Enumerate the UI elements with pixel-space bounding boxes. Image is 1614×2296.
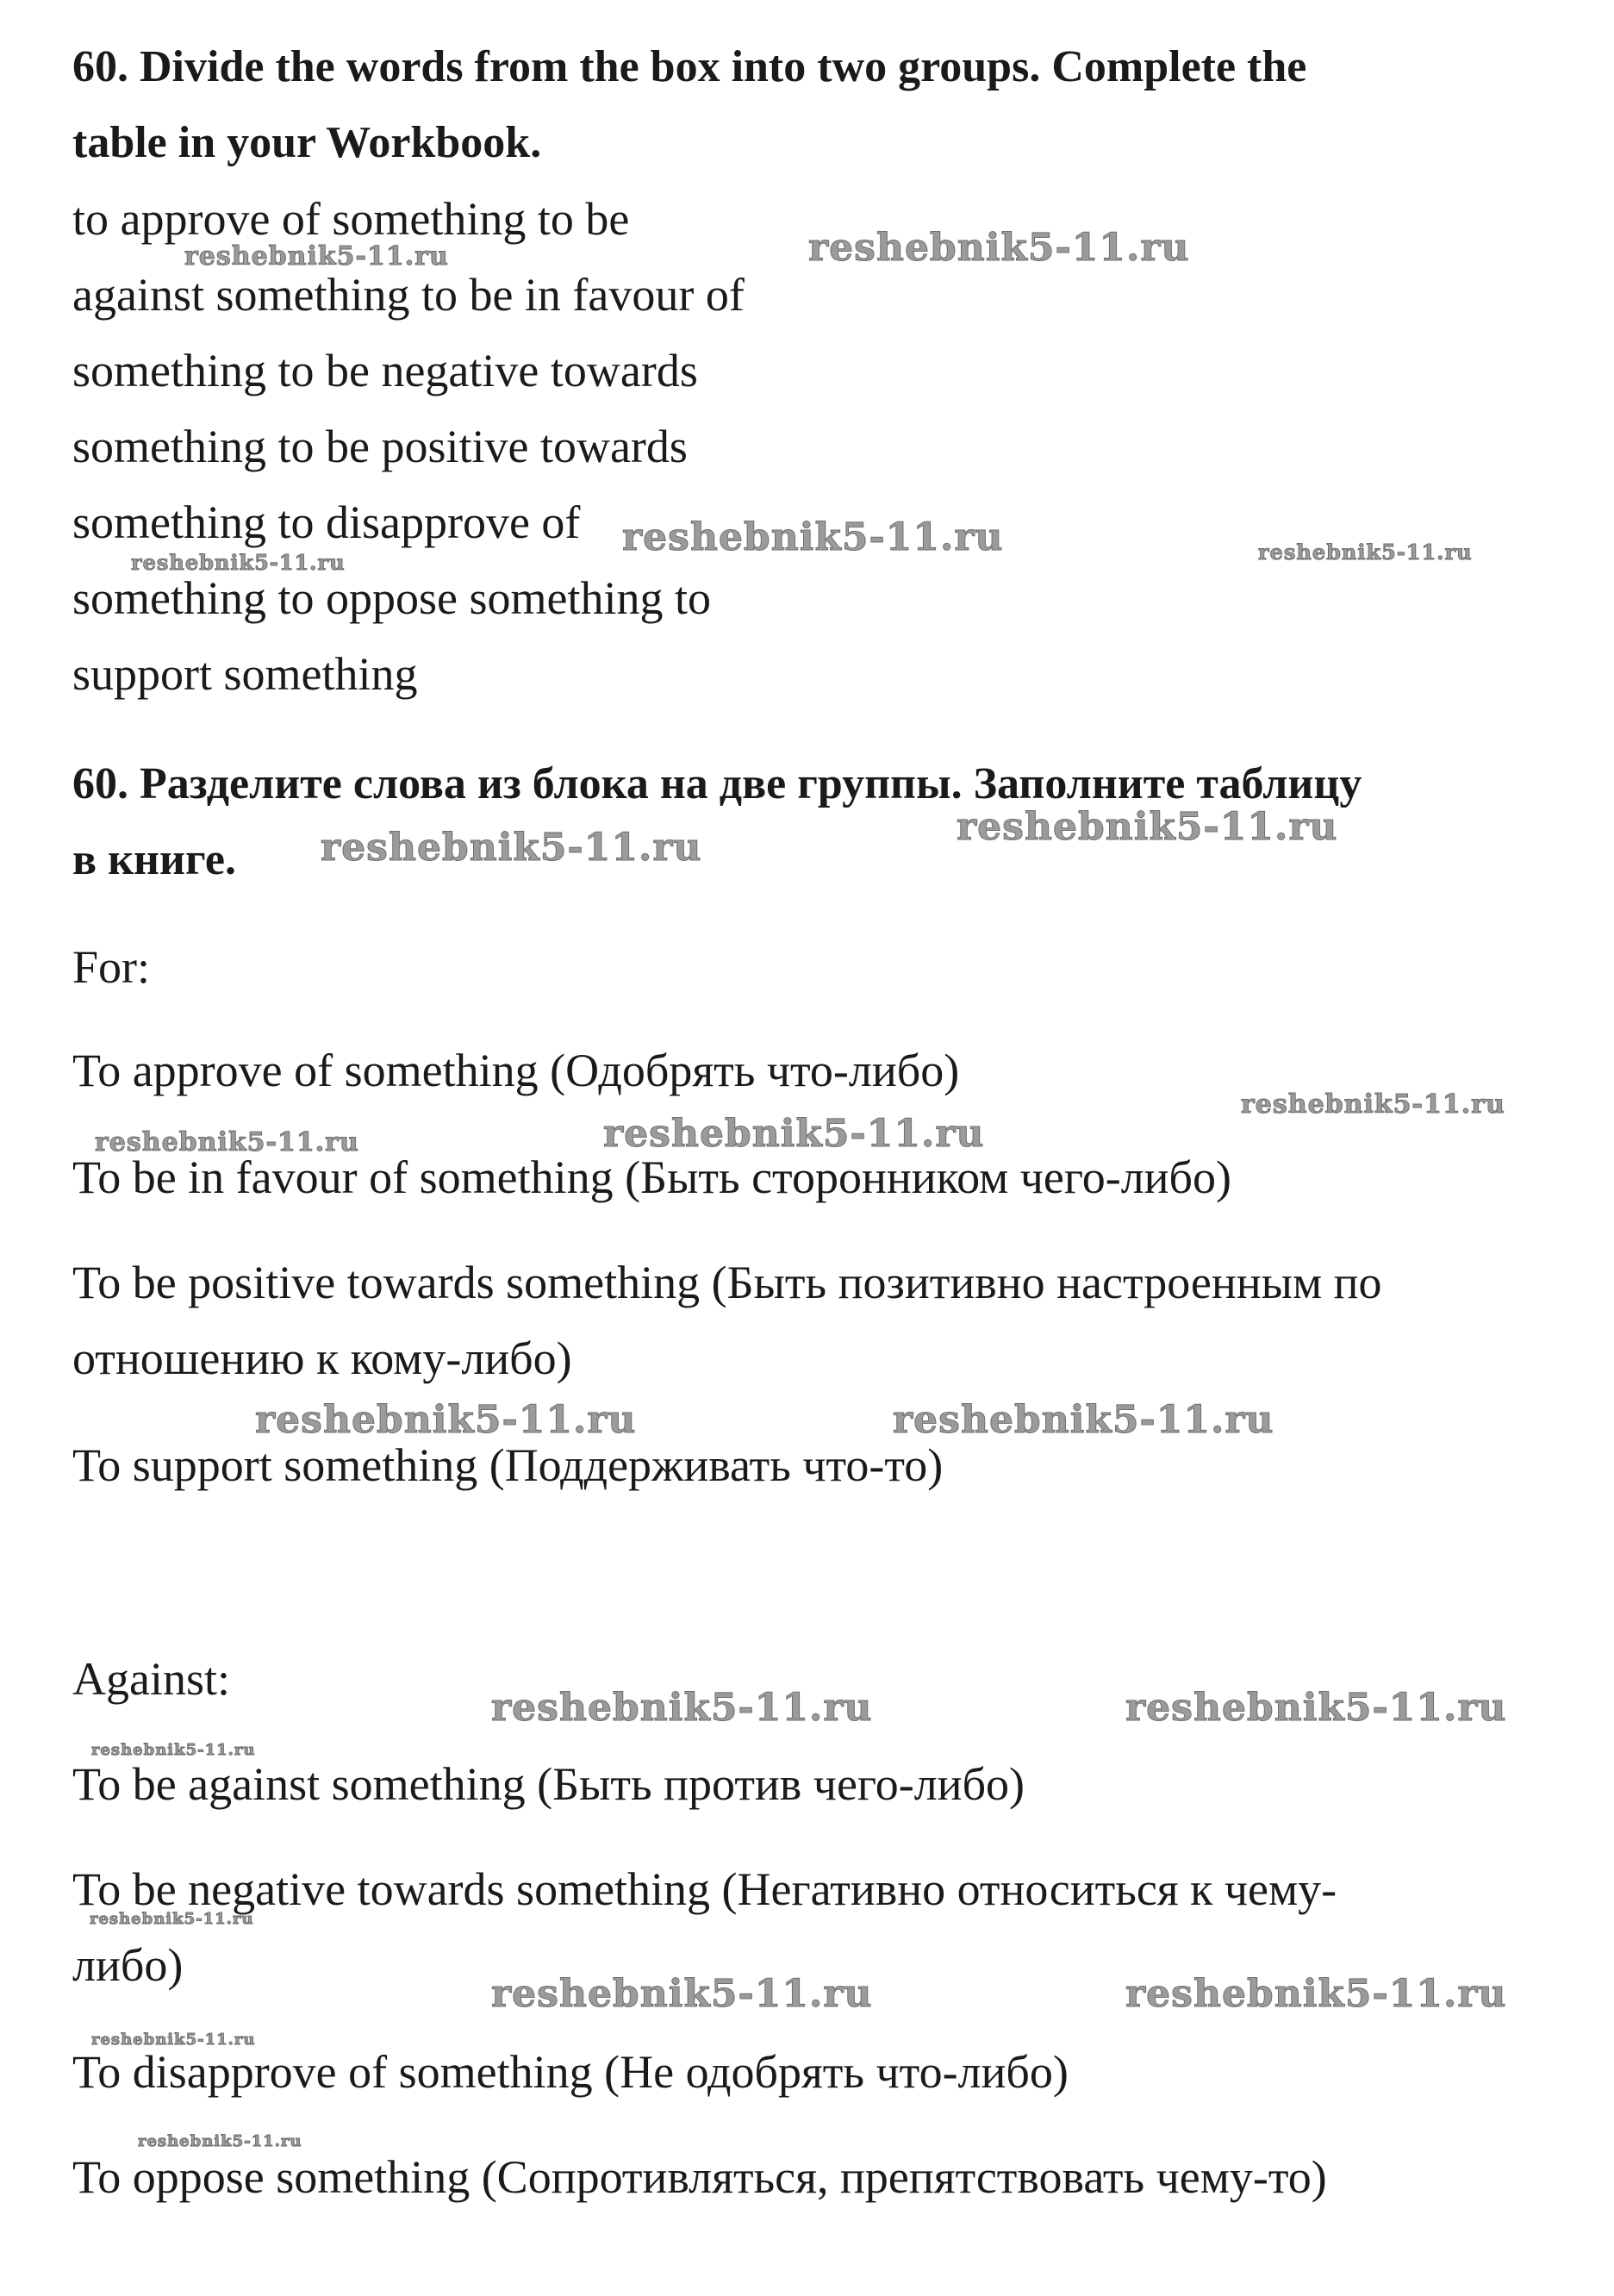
- against-item: To be against something (Быть против чего-либо): [72, 1758, 1025, 1810]
- against-item: To disapprove of something (Не одобрять что-либо): [72, 2046, 1069, 2098]
- for-item: To be in favour of something (Быть сторонником чего-либо): [72, 1151, 1231, 1203]
- watermark: reshebnik5-11.ru: [90, 1910, 254, 1928]
- watermark: reshebnik5-11.ru: [603, 1112, 985, 1156]
- watermark: reshebnik5-11.ru: [1258, 540, 1473, 565]
- task-title-en-line-1: 60. Divide the words from the box into two groups. Complete the: [72, 42, 1307, 91]
- watermark: reshebnik5-11.ru: [91, 1741, 256, 1759]
- task-title-ru-line-1: 60. Разделите слова из блока на две группы. Заполните таблицу: [72, 759, 1362, 808]
- word-box-line: something to be positive towards: [72, 421, 688, 472]
- watermark: reshebnik5-11.ru: [957, 805, 1338, 849]
- watermark: reshebnik5-11.ru: [893, 1398, 1274, 1442]
- word-box-line: to approve of something to be: [72, 193, 630, 245]
- for-item: To approve of something (Одобрять что-либо): [72, 1045, 960, 1096]
- word-box-line: something to oppose something to: [72, 572, 711, 624]
- word-box-line: something to disapprove of: [72, 496, 581, 548]
- for-heading: For:: [72, 941, 151, 993]
- watermark: reshebnik5-11.ru: [1125, 1686, 1507, 1730]
- watermark: reshebnik5-11.ru: [91, 2031, 256, 2049]
- for-item: To support something (Поддерживать что-то): [72, 1439, 944, 1491]
- against-heading: Against:: [72, 1653, 230, 1705]
- watermark: reshebnik5-11.ru: [808, 226, 1190, 270]
- watermark: reshebnik5-11.ru: [138, 2132, 302, 2150]
- watermark: reshebnik5-11.ru: [622, 515, 1004, 559]
- word-box-line: against something to be in favour of: [72, 269, 745, 321]
- against-item: To be negative towards something (Негативно относиться к чему-: [72, 1863, 1337, 1915]
- against-item: To oppose something (Сопротивляться, препятствовать чему-то): [72, 2151, 1327, 2203]
- word-box-line: support something: [72, 648, 418, 700]
- watermark: reshebnik5-11.ru: [1125, 1972, 1507, 2016]
- for-item: To be positive towards something (Быть позитивно настроенным по: [72, 1257, 1382, 1308]
- watermark: reshebnik5-11.ru: [321, 826, 702, 870]
- task-title-ru-line-2: в книге.: [72, 835, 236, 884]
- watermark: reshebnik5-11.ru: [491, 1972, 873, 2016]
- watermark: reshebnik5-11.ru: [491, 1686, 873, 1730]
- watermark: reshebnik5-11.ru: [255, 1398, 637, 1442]
- watermark: reshebnik5-11.ru: [184, 241, 449, 271]
- watermark: reshebnik5-11.ru: [1241, 1089, 1505, 1120]
- for-item-continuation: отношению к кому-либо): [72, 1332, 572, 1384]
- word-box-line: something to be negative towards: [72, 345, 698, 396]
- watermark: reshebnik5-11.ru: [95, 1127, 359, 1157]
- against-item-continuation: либо): [72, 1939, 184, 1991]
- task-title-en-line-2: table in your Workbook.: [72, 118, 542, 167]
- watermark: reshebnik5-11.ru: [131, 550, 346, 575]
